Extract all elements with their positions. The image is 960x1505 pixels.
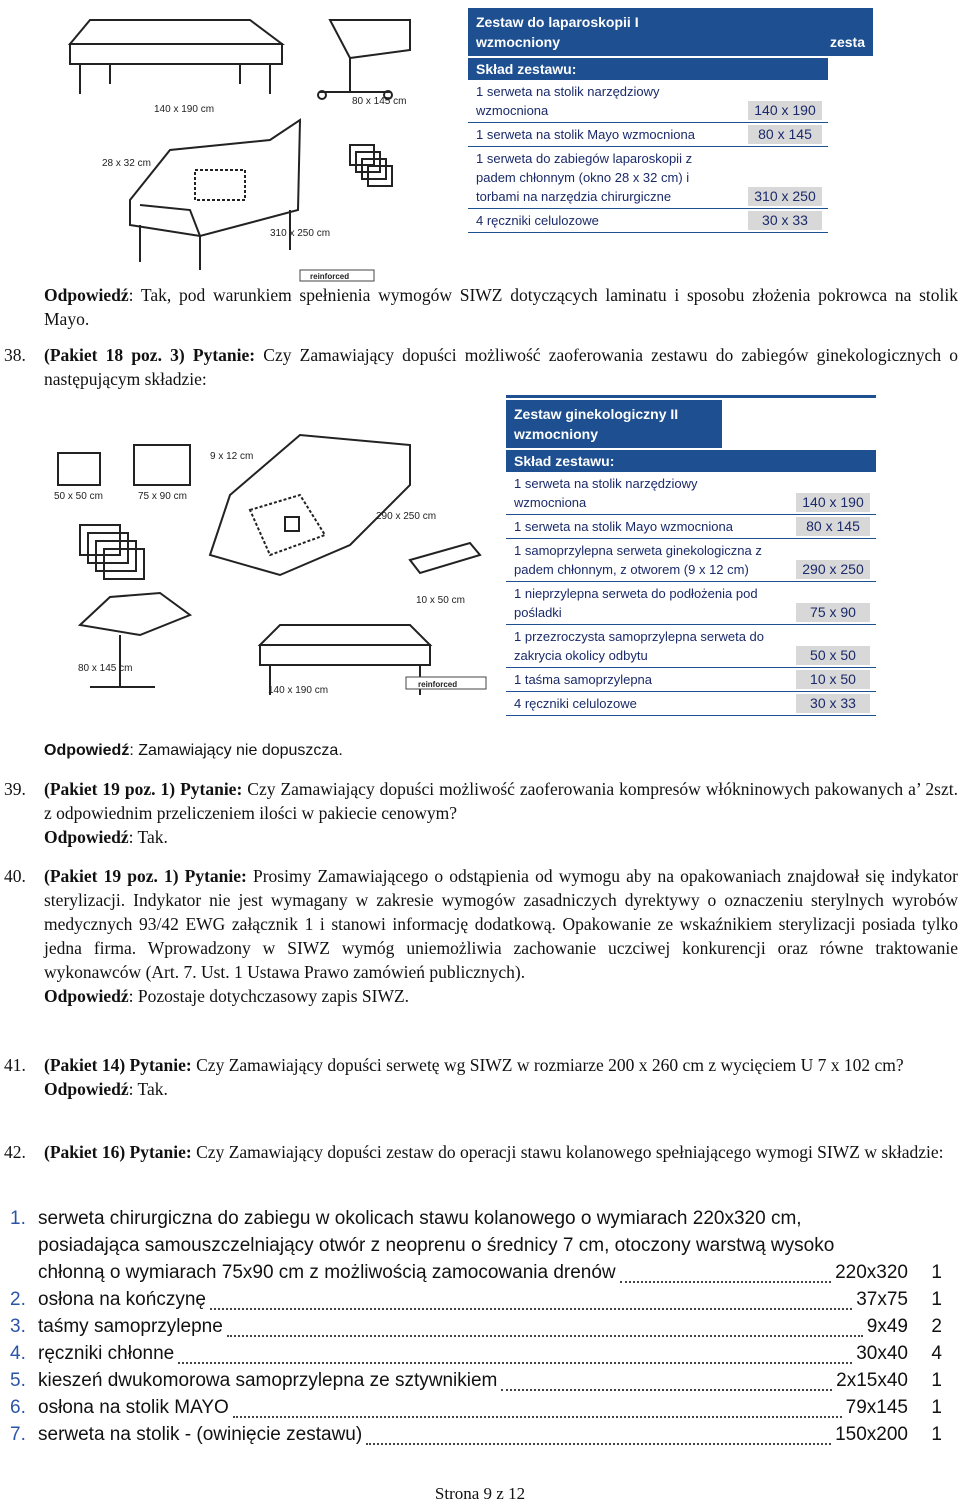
item-number-39: 39. bbox=[4, 779, 26, 799]
answer-37 bbox=[44, 283, 958, 331]
composition-row bbox=[468, 147, 828, 209]
knee-item-text: ręczniki chłonne bbox=[38, 1343, 175, 1364]
knee-item-size: 30x40 bbox=[856, 1343, 908, 1364]
composition-item: 1 samoprzylepna serweta ginekologiczna z padem chłonnym, z otworem (9 x 12 cm) bbox=[514, 543, 762, 577]
answer-label: Odpowiedź bbox=[44, 742, 130, 759]
knee-item-size: 37x75 bbox=[856, 1289, 908, 1310]
composition-item: 4 ręczniki celulozowe bbox=[476, 213, 599, 228]
composition-size: 75 x 90 bbox=[796, 603, 870, 622]
dot-leader bbox=[620, 1281, 831, 1283]
knee-item-quantity: 2 bbox=[931, 1316, 942, 1337]
fig1-label-4: 310 x 250 cm bbox=[270, 228, 331, 239]
answer-text: : Tak. bbox=[128, 827, 168, 847]
composition-row bbox=[468, 209, 828, 233]
answer-label: Odpowiedź bbox=[44, 986, 129, 1006]
composition-size: 30 x 33 bbox=[796, 694, 870, 713]
composition-subhead: Skład zestawu: bbox=[506, 450, 876, 472]
knee-item-text: osłona na stolik MAYO bbox=[38, 1397, 229, 1418]
question-40 bbox=[44, 864, 958, 1008]
question-head: (Pakiet 18 poz. 3) Pytanie: bbox=[44, 345, 256, 365]
knee-item-number: 6. bbox=[10, 1397, 26, 1418]
answer-text: : Tak, pod warunkiem spełnienia wymogów SIWZ dotyczących laminatu i sposobu złożenia pokrowca na stolik Mayo. bbox=[44, 285, 958, 329]
composition-size: 30 x 33 bbox=[748, 211, 822, 230]
composition-size: 310 x 250 bbox=[748, 187, 822, 206]
composition-size: 50 x 50 bbox=[796, 646, 870, 665]
knee-item-size: 9x49 bbox=[866, 1316, 908, 1337]
gynecological-set-table bbox=[506, 395, 876, 716]
composition-row bbox=[506, 582, 876, 625]
fig1-reinforced-badge: reinforced bbox=[310, 272, 350, 281]
knee-item-size: 79x145 bbox=[845, 1397, 908, 1418]
knee-item-number: 5. bbox=[10, 1370, 26, 1391]
item-number-42: 42. bbox=[4, 1142, 26, 1162]
composition-size: 290 x 250 bbox=[796, 560, 870, 579]
dot-leader bbox=[233, 1416, 842, 1418]
knee-list-line bbox=[10, 1424, 950, 1451]
question-head: (Pakiet 14) Pytanie: bbox=[44, 1055, 192, 1075]
composition-row bbox=[506, 539, 876, 582]
composition-size: 80 x 145 bbox=[796, 517, 870, 536]
knee-item-number: 4. bbox=[10, 1343, 26, 1364]
composition-size: 80 x 145 bbox=[748, 125, 822, 144]
page-footer: Strona 9 z 12 bbox=[434, 1484, 526, 1503]
composition-subhead: Skład zestawu: bbox=[468, 58, 828, 80]
knee-item-text: kieszeń dwukomorowa samoprzylepna ze sztywnikiem bbox=[38, 1370, 498, 1391]
knee-list-line bbox=[10, 1370, 950, 1397]
composition-row bbox=[506, 625, 876, 668]
fig2-label-7: 140 x 190 cm bbox=[268, 685, 329, 696]
knee-list-line bbox=[10, 1289, 950, 1316]
fig1-label-1: 140 x 190 cm bbox=[154, 104, 215, 115]
knee-list-line bbox=[10, 1262, 950, 1289]
question-42 bbox=[44, 1140, 958, 1164]
question-38 bbox=[44, 343, 958, 391]
dot-leader bbox=[227, 1335, 863, 1337]
composition-item: 1 serweta na stolik narzędziowy wzmocniona bbox=[476, 84, 660, 118]
composition-row bbox=[506, 472, 876, 515]
knee-list-line bbox=[10, 1397, 950, 1424]
knee-item-number: 2. bbox=[10, 1289, 26, 1310]
fig2-label-1: 50 x 50 cm bbox=[54, 491, 103, 502]
answer-text: : Zamawiający nie dopuszcza. bbox=[129, 742, 343, 759]
composition-row bbox=[506, 668, 876, 692]
question-head: (Pakiet 19 poz. 1) Pytanie: bbox=[44, 779, 243, 799]
question-text: Czy Zamawiający dopuści serwetę wg SIWZ w rozmiarze 200 x 260 cm z wycięciem U 7 x 102 cm? bbox=[191, 1055, 904, 1075]
knee-item-quantity: 1 bbox=[931, 1262, 942, 1283]
dot-leader bbox=[210, 1308, 852, 1310]
fig2-reinforced-badge: reinforced bbox=[418, 680, 458, 689]
composition-row bbox=[506, 515, 876, 539]
knee-list-line bbox=[10, 1208, 950, 1235]
item-number-41: 41. bbox=[4, 1055, 26, 1075]
answer-label: Odpowiedź bbox=[44, 285, 129, 305]
knee-item-quantity: 1 bbox=[931, 1370, 942, 1391]
fig2-label-4: 290 x 250 cm bbox=[376, 511, 437, 522]
dot-leader bbox=[501, 1389, 832, 1391]
laparoscopy-set-table bbox=[468, 8, 873, 233]
knee-item-quantity: 1 bbox=[931, 1424, 942, 1445]
fig2-label-3: 9 x 12 cm bbox=[210, 451, 254, 462]
knee-item-number: 1. bbox=[10, 1208, 26, 1229]
knee-item-quantity: 1 bbox=[931, 1397, 942, 1418]
gynecological-set-title: Zestaw ginekologiczny II wzmocniony bbox=[506, 400, 722, 448]
answer-label: Odpowiedź bbox=[44, 827, 129, 847]
knee-item-size: 150x200 bbox=[835, 1424, 908, 1445]
question-text: Prosimy Zamawiającego o odstąpienia od wymogu aby na opakowaniach znajdował się indykator sterylizacji. Indykator nie jest wymagany w zakresie wymogów zasadniczych dyrektywy o oznaczeniu sterylnych wyrobów medycznych 93/42 EWG załącznik 1 i stanowi informację dodatkową. Opakowanie ze wskaźnikiem sterylizacji posiada tylko jedna firma. Wprowadzony w SIWZ wymóg uniemożliwia zachowanie uczciwej konkurencji oraz równe traktowanie wykonawców (Art. 7. Ust. 1 Ustawa Prawo zamówień publicznych). bbox=[44, 866, 958, 982]
item-number-38: 38. bbox=[4, 345, 26, 365]
fig2-label-6: 80 x 145 cm bbox=[78, 663, 133, 674]
knee-item-quantity: 4 bbox=[931, 1343, 942, 1364]
laparoscopy-set-title: Zestaw do laparoskopii I wzmocniony zesta bbox=[468, 8, 873, 56]
question-41 bbox=[44, 1053, 958, 1101]
knee-item-text: osłona na kończynę bbox=[38, 1289, 206, 1310]
question-head: (Pakiet 16) Pytanie: bbox=[44, 1142, 192, 1162]
composition-row bbox=[468, 123, 828, 147]
question-39 bbox=[44, 777, 958, 849]
knee-item-size: 220x320 bbox=[835, 1262, 908, 1283]
composition-item: 1 serweta na stolik Mayo wzmocniona bbox=[476, 127, 695, 142]
fig1-label-2: 80 x 145 cm bbox=[352, 96, 407, 107]
gynecological-set-illustration bbox=[50, 425, 490, 710]
question-head: (Pakiet 19 poz. 1) Pytanie: bbox=[44, 866, 247, 886]
item-number-40: 40. bbox=[4, 866, 26, 886]
question-text: Czy Zamawiający dopuści możliwość zaoferowania zestawu do zabiegów ginekologicznych o następującym składzie: bbox=[44, 345, 958, 389]
dot-leader bbox=[366, 1443, 831, 1445]
knee-item-text: serweta na stolik - (owinięcie zestawu) bbox=[38, 1424, 363, 1445]
composition-item: 1 serweta do zabiegów laparoskopii z padem chłonnym (okno 28 x 32 cm) i torbami na narzędzia chirurgiczne bbox=[476, 151, 693, 204]
answer-text: : Pozostaje dotychczasowy zapis SIWZ. bbox=[128, 986, 410, 1006]
composition-size: 140 x 190 bbox=[796, 493, 870, 512]
answer-text: : Tak. bbox=[128, 1079, 168, 1099]
knee-item-text: chłonną o wymiarach 75x90 cm z możliwością zamocowania drenów bbox=[38, 1262, 616, 1283]
knee-item-number: 7. bbox=[10, 1424, 26, 1445]
knee-item-text: serweta chirurgiczna do zabiegu w okolicach stawu kolanowego o wymiarach 220x320 cm, bbox=[38, 1208, 802, 1229]
laparoscopy-set-illustration bbox=[50, 0, 460, 282]
knee-item-text: taśmy samoprzylepne bbox=[38, 1316, 223, 1337]
composition-size: 140 x 190 bbox=[748, 101, 822, 120]
question-text: Czy Zamawiający dopuści możliwość zaoferowania kompresów włókninowych pakowanych a’ 2szt. z odpowiednim przeliczeniem ilości w pakiecie cenowym? bbox=[44, 779, 958, 823]
knee-list-line bbox=[10, 1235, 950, 1262]
composition-row bbox=[506, 692, 876, 716]
fig2-label-2: 75 x 90 cm bbox=[138, 491, 187, 502]
knee-item-text: posiadająca samouszczelniający otwór z neoprenu o średnicy 7 cm, otoczony warstwą wysoko bbox=[38, 1235, 835, 1256]
dot-leader bbox=[178, 1362, 852, 1364]
composition-item: 1 przezroczysta samoprzylepna serweta do zakrycia okolicy odbytu bbox=[514, 629, 765, 663]
knee-item-quantity: 1 bbox=[931, 1289, 942, 1310]
composition-row bbox=[468, 80, 828, 123]
composition-item: 4 ręczniki celulozowe bbox=[514, 696, 637, 711]
composition-item: 1 nieprzylepna serweta do podłożenia pod pośladki bbox=[514, 586, 758, 620]
knee-item-number: 3. bbox=[10, 1316, 26, 1337]
title-right-fragment: zesta bbox=[829, 34, 865, 50]
composition-size: 10 x 50 bbox=[796, 670, 870, 689]
composition-item: 1 serweta na stolik Mayo wzmocniona bbox=[514, 519, 733, 534]
knee-list-line bbox=[10, 1316, 950, 1343]
fig2-label-5: 10 x 50 cm bbox=[416, 595, 465, 606]
answer-label: Odpowiedź bbox=[44, 1079, 129, 1099]
question-text: Czy Zamawiający dopuści zestaw do operacji stawu kolanowego spełniającego wymogi SIWZ w składzie: bbox=[191, 1142, 944, 1162]
answer-38 bbox=[44, 739, 494, 763]
composition-item: 1 serweta na stolik narzędziowy wzmocniona bbox=[514, 476, 698, 510]
fig1-label-3: 28 x 32 cm bbox=[102, 158, 151, 169]
composition-item: 1 taśma samoprzylepna bbox=[514, 672, 653, 687]
knee-item-size: 2x15x40 bbox=[836, 1370, 908, 1391]
knee-list-line bbox=[10, 1343, 950, 1370]
